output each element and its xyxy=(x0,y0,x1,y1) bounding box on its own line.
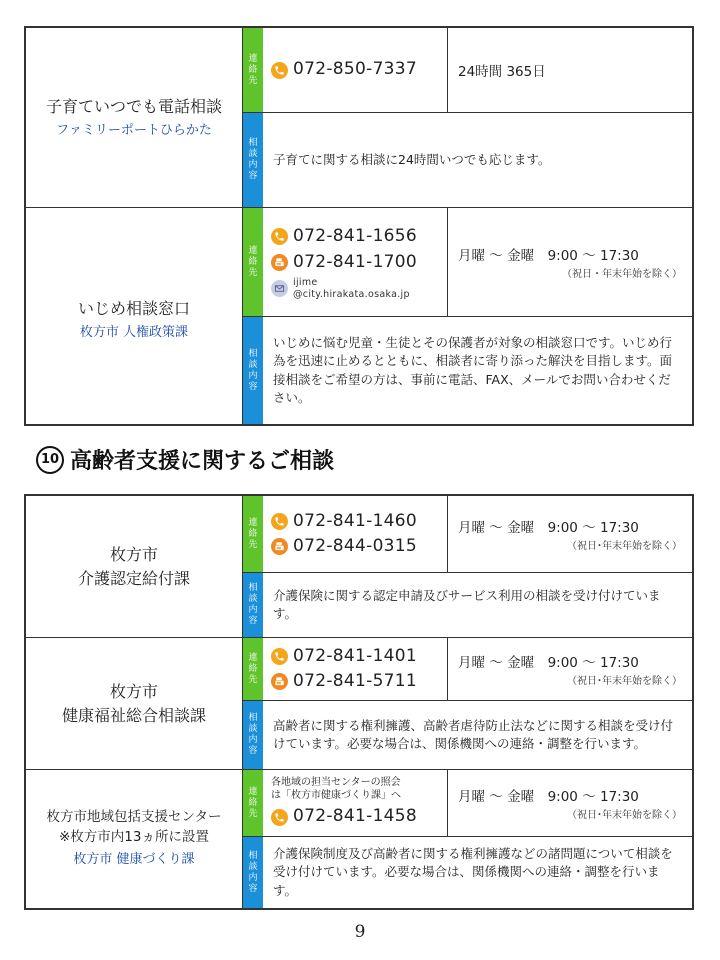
hours-text: 月曜 ～ 金曜 9:00 ～ 17:30 xyxy=(458,520,639,536)
mail-icon xyxy=(271,280,288,297)
service-health-welfare xyxy=(26,638,692,770)
phone-number[interactable]: 072-841-1460 xyxy=(271,509,439,535)
service-name-line2: 介護認定給付課 xyxy=(77,568,190,588)
hours-text: 月曜 ～ 金曜 9:00 ～ 17:30 xyxy=(458,655,639,671)
hours-cell xyxy=(448,770,692,836)
fax-icon xyxy=(271,538,288,555)
service-care-certification xyxy=(26,496,692,638)
fax-number[interactable]: 072-844-0315 xyxy=(271,534,439,560)
service-community-support-center xyxy=(26,770,692,908)
service-name-line2: ※枚方市内13ヵ所に設置 xyxy=(59,828,209,845)
detail-label-tag: 相 談 内 容 xyxy=(243,701,263,769)
phone-icon xyxy=(271,228,288,245)
fax-number[interactable]: 072-841-5711 xyxy=(271,669,439,695)
fax-number[interactable]: 072-841-1700 xyxy=(271,250,439,276)
hours-note: （祝日･年末年始を除く） xyxy=(567,810,682,821)
fax-icon xyxy=(271,673,288,690)
phone-number[interactable]: 072-850-7337 xyxy=(271,57,439,83)
page-number: 9 xyxy=(354,922,366,942)
consultation-table-1 xyxy=(24,26,694,426)
contact-cell xyxy=(263,28,448,112)
section-title: 高齢者支援に関するご相談 xyxy=(70,449,335,474)
referral-note: 各地域の担当センターの照会 は「枚方市健康づくり課」へ xyxy=(271,777,401,802)
service-bullying xyxy=(26,208,692,424)
service-name-cell xyxy=(26,208,243,424)
service-name-cell xyxy=(26,28,243,207)
contact-cell xyxy=(263,638,448,700)
detail-label-tag: 相 談 内 容 xyxy=(243,837,263,908)
phone-number[interactable]: 072-841-1656 xyxy=(271,224,439,250)
hours-cell xyxy=(448,496,692,572)
fax-icon xyxy=(271,254,288,271)
email-address[interactable]: ijime @city.hirakata.osaka.jp xyxy=(271,277,439,300)
service-name-line2: 健康福祉総合相談課 xyxy=(61,705,206,725)
detail-label-tag: 相 談 内 容 xyxy=(243,113,263,207)
hours-note: （祝日･年末年始を除く） xyxy=(567,541,682,552)
contact-cell xyxy=(263,208,448,316)
consultation-table-2 xyxy=(24,494,694,910)
contact-label-tag: 連 絡 先 xyxy=(243,770,263,836)
service-name-cell xyxy=(26,638,243,769)
contact-label-tag: 連 絡 先 xyxy=(243,638,263,700)
section-number-badge: 10 xyxy=(36,446,64,474)
detail-label-tag: 相 談 内 容 xyxy=(243,317,263,424)
service-name-cell xyxy=(26,770,243,908)
contact-label-tag: 連 絡 先 xyxy=(243,496,263,572)
detail-text: いじめに悩む児童・生徒とその保護者が対象の相談窓口です。いじめ行為を迅速に止めるとともに、相談者に寄り添った解決を目指します。面接相談をご希望の方は、事前に電話、FAX、メールでお問い合わせください。 xyxy=(273,335,673,405)
hours-note: （祝日・年末年始を除く） xyxy=(562,269,682,280)
hours-text: 月曜 ～ 金曜 9:00 ～ 17:30 xyxy=(458,789,639,805)
hours-cell xyxy=(448,208,692,316)
service-org: 枚方市 人権政策課 xyxy=(79,324,189,340)
phone-icon xyxy=(271,809,288,826)
service-childcare-phone xyxy=(26,28,692,208)
service-name: 子育ていつでも電話相談 xyxy=(45,96,222,116)
detail-text: 子育てに関する相談に24時間いつでも応じます。 xyxy=(273,151,551,167)
phone-icon xyxy=(271,648,288,665)
service-name-line1: 枚方市 xyxy=(109,545,158,565)
phone-icon xyxy=(271,513,288,530)
contact-cell xyxy=(263,770,448,836)
service-name: いじめ相談窓口 xyxy=(77,298,190,318)
contact-label-tag: 連 絡 先 xyxy=(243,28,263,112)
service-org: 枚方市 健康づくり課 xyxy=(73,852,195,868)
phone-number[interactable]: 072-841-1458 xyxy=(271,804,439,830)
service-name-cell xyxy=(26,496,243,637)
detail-text: 介護保険制度及び高齢者に関する権利擁護などの諸問題について相談を受け付けています。必要な場合は、関係機関への連絡・調整を行います。 xyxy=(273,846,673,898)
contact-label-tag: 連 絡 先 xyxy=(243,208,263,316)
hours-cell xyxy=(448,638,692,700)
service-name-line1: 枚方市 xyxy=(109,682,158,702)
detail-text: 高齢者に関する権利擁護、高齢者虐待防止法などに関する相談を受け付けています。必要な場合は、関係機関への連絡・調整を行います。 xyxy=(273,717,674,751)
phone-icon xyxy=(271,62,288,79)
hours-text: 月曜 ～ 金曜 9:00 ～ 17:30 xyxy=(458,248,639,264)
hours-text: 24時間 365日 xyxy=(458,64,546,80)
phone-number[interactable]: 072-841-1401 xyxy=(271,644,439,670)
detail-label-tag: 相 談 内 容 xyxy=(243,573,263,637)
service-org: ファミリーポートひらかた xyxy=(56,123,212,138)
section-heading xyxy=(36,444,334,475)
hours-note: （祝日･年末年始を除く） xyxy=(567,676,682,687)
contact-cell xyxy=(263,496,448,572)
hours-cell xyxy=(448,28,692,112)
service-name-line1: 枚方市地域包括支援センター xyxy=(46,809,222,826)
detail-text: 介護保険に関する認定申請及びサービス利用の相談を受け付けています。 xyxy=(273,587,661,621)
